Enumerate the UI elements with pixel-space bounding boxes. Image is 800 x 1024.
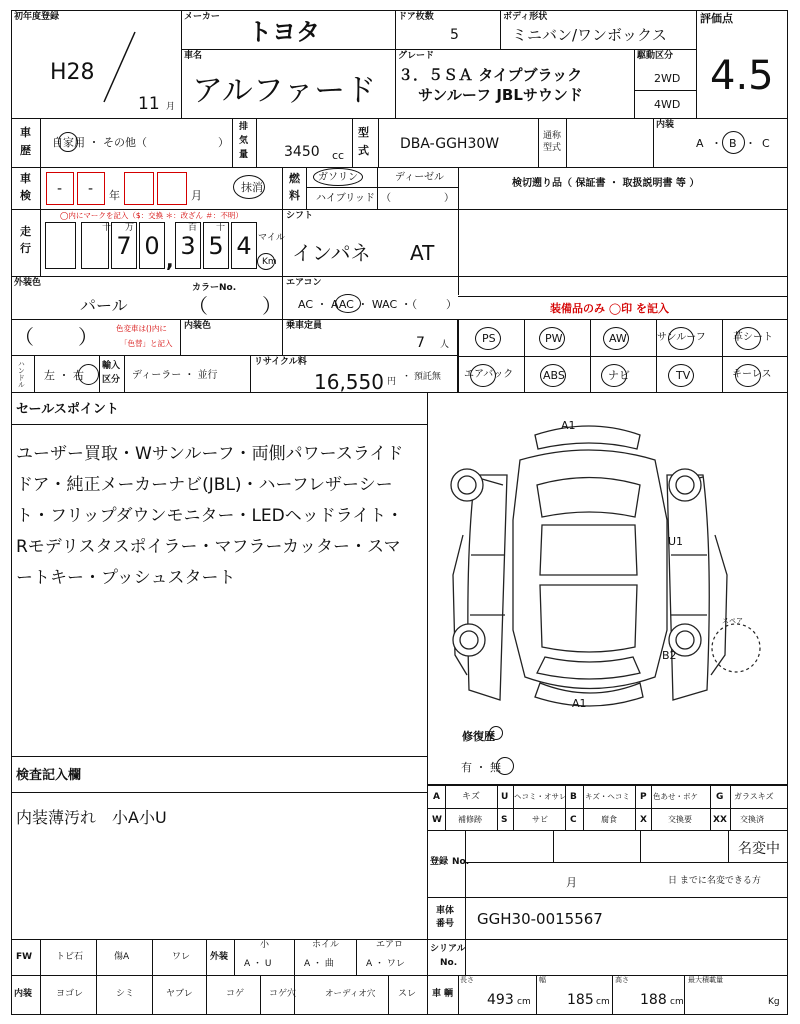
score-label: 評価点 [700, 12, 733, 25]
divider [232, 118, 233, 168]
grade-line-2: サンルーフ JBLサウンド [418, 86, 583, 104]
shift-label: シフト [286, 211, 314, 221]
maker-value: トヨタ [248, 18, 320, 46]
legend-code: P [640, 792, 647, 802]
registration-label-2: No. [452, 857, 470, 867]
divider [378, 118, 379, 168]
divider [388, 975, 389, 1015]
fuel-hybrid: ハイブリッド [316, 193, 375, 204]
equip-keyless-circle [735, 364, 761, 387]
inspection-month-box-2 [157, 172, 187, 205]
mileage-digit-6: 4 [231, 222, 257, 269]
size-wheel-label: ホイル [312, 940, 340, 950]
divider [427, 808, 788, 809]
size-small-label: 小 [260, 940, 270, 950]
divider [40, 939, 41, 1015]
fw-label: FW [16, 952, 33, 962]
katashiki-label-1: 通称 [543, 131, 562, 141]
legend-desc: ヘコミ・オサレ [514, 792, 567, 801]
color-change-open: （ [14, 325, 34, 349]
aircon-circle [335, 294, 361, 313]
divider [294, 939, 295, 1015]
divider [465, 862, 788, 863]
legend-desc: 色あせ・ボケ [653, 792, 698, 801]
notes-title: 検査記入欄 [16, 768, 82, 783]
divider [465, 939, 466, 976]
mileage-digit-3: 0 [139, 222, 165, 269]
interior-damage-label: 内装 [14, 989, 33, 999]
equip-aw: AW [609, 332, 627, 345]
equip-keyless: キーレス [732, 369, 772, 380]
legend-code: C [570, 815, 577, 825]
shift-type: AT [410, 241, 435, 265]
interior-item-3: ヤブレ [166, 989, 193, 999]
legend-desc: キズ・ヘコミ [585, 792, 630, 801]
equip-ps-circle [475, 327, 501, 350]
length-value: 493 [487, 992, 514, 1008]
mileage-digit-1 [45, 222, 76, 269]
divider [583, 785, 584, 831]
interior-item-7: スレ [398, 989, 417, 999]
legend-code: X [640, 815, 647, 825]
mileage-instruction: ◯内にマークを記入（$：交換 ＊：改ざん ＃：不明） [60, 211, 243, 220]
fw-item-3: ワレ [172, 952, 191, 962]
first-registration-label: 初年度登録 [14, 12, 60, 22]
legend-desc: 交換済 [740, 815, 764, 824]
model-value: アルファード [192, 73, 377, 109]
length-label: 長さ [460, 976, 474, 984]
fuel-label-2: 料 [289, 189, 300, 202]
divider [282, 276, 283, 320]
repair-history-mark [489, 726, 503, 740]
serial-label-1: シリアル [430, 944, 466, 954]
color-change-note-2: 「色替」と記入 [120, 339, 173, 348]
legend-code: A [433, 792, 440, 802]
divider [40, 167, 41, 210]
divider [96, 939, 97, 1015]
first-registration-year: H28 [50, 60, 95, 85]
divider [40, 209, 41, 277]
inspection-none-circle [233, 175, 265, 199]
legend-desc: 交換要 [668, 815, 692, 824]
equip-navi: ナビ [608, 369, 630, 382]
equip-airbag: エアバック [464, 369, 514, 380]
divider [234, 939, 235, 976]
interior-color-label: 内装色 [184, 321, 212, 331]
capacity-value: 7 [416, 335, 425, 351]
exterior-color-label: 外装色 [14, 278, 42, 288]
grade-label: グレード [398, 51, 435, 61]
capacity-unit: 人 [440, 340, 450, 350]
shift-position: インパネ [292, 241, 371, 265]
history-label-a: 車 [20, 126, 31, 139]
legend-code: B [570, 792, 577, 802]
displacement-unit: cc [332, 149, 345, 162]
recycle-label: リサイクル料 [254, 357, 307, 367]
color-number-open: （ [188, 294, 208, 318]
mileage-comma: , [166, 248, 174, 272]
grade-line-1: ３．５ＳＡ タイプブラック [398, 66, 583, 84]
divider [635, 785, 636, 831]
fw-item-2: 傷A [114, 952, 130, 962]
chassis-number: GGH30-0015567 [477, 910, 603, 928]
notes-text: 内装薄汚れ 小A小U [16, 808, 167, 827]
divider [11, 424, 428, 425]
mileage-digit-5: 5 [203, 222, 229, 269]
divider [590, 319, 591, 393]
mileage-label-a: 走 [20, 225, 31, 238]
size-aero-value: A ・ ワレ [366, 959, 405, 969]
body-type-value: ミニバン/ワンボックス [512, 26, 667, 44]
damage-mark-front: A1 [561, 419, 576, 432]
divider [445, 785, 446, 831]
divider [566, 118, 567, 168]
divider [728, 830, 729, 862]
sales-points-title: セールスポイント [16, 402, 119, 417]
legend-desc: キズ [462, 792, 480, 802]
divider [256, 118, 257, 168]
handle-circle [78, 364, 99, 385]
divider [250, 355, 251, 393]
damage-mark-side-rear: B2 [662, 649, 677, 662]
fuel-circle [313, 168, 363, 186]
damage-mark-side: U1 [668, 535, 684, 548]
documents-label: 検切遡り品（ 保証書 ・ 取扱説明書 等 ） [512, 178, 700, 189]
dims-label-2: 輌 [444, 989, 454, 999]
inspection-label-a: 車 [20, 172, 31, 185]
handle-label: ハンドル [17, 360, 26, 388]
import-label-2: 区分 [102, 375, 121, 385]
equipment-header: 装備品のみ ◯印 を記入 [550, 302, 669, 315]
aircon-value: AC ・ AAC ・ WAC ・（ [298, 298, 418, 311]
legend-desc: ガラスキズ [734, 792, 774, 801]
divider [722, 319, 723, 393]
interior-item-5: コゲ穴 [269, 989, 297, 999]
capacity-label: 乗車定員 [286, 321, 323, 331]
repair-history-circle [496, 757, 514, 775]
type-label-2: 式 [358, 144, 369, 157]
history-value: 自家用 ・ その他（ [52, 136, 147, 149]
mileage-label-b: 行 [20, 242, 31, 255]
inspection-month-unit: 月 [191, 189, 202, 202]
dims-label-1: 車 [432, 989, 442, 999]
notes-box [11, 756, 428, 940]
divider [152, 939, 153, 1015]
aircon-label: エアコン [286, 278, 322, 288]
divider [653, 118, 654, 168]
recycle-deposit: ・ 預託無 [402, 372, 441, 382]
km-label: Km [262, 257, 277, 267]
height-value: 188 [640, 992, 667, 1008]
divider [40, 118, 41, 168]
interior-grade-circle [722, 131, 745, 154]
fuel-other-close: ） [444, 193, 454, 204]
divider [352, 118, 353, 168]
handle-value: 左 ・ 右 [44, 369, 84, 382]
fw-item-1: トビ石 [56, 952, 84, 962]
history-close: ） [218, 136, 229, 149]
type-code: DBA-GGH30W [400, 136, 500, 152]
body-type-label: ボディ形状 [503, 12, 548, 22]
chassis-label-2: 番号 [436, 919, 455, 929]
size-aero-label: エアロ [376, 940, 404, 950]
drive-4wd: 4WD [654, 98, 681, 111]
chassis-label-1: 車体 [436, 906, 455, 916]
registration-box [427, 830, 788, 898]
divider [99, 355, 100, 393]
divider [612, 975, 613, 1015]
divider [34, 355, 35, 393]
inspection-month-box-1 [124, 172, 154, 205]
exterior-size-label: 外装 [210, 952, 229, 962]
serial-label-2: No. [440, 958, 458, 968]
interior-grade-a: A [696, 137, 704, 150]
legend-code: G [716, 792, 724, 802]
interior-grade-label: 内装 [656, 120, 675, 130]
divider [124, 355, 125, 393]
displacement-label-2: 気 [239, 136, 249, 146]
history-label-b: 歴 [20, 144, 31, 157]
size-small-value: A ・ U [244, 959, 272, 969]
sales-points-text: ユーザー買取・Wサンルーフ・両側パワースライドドア・純正メーカーナビ(JBL)・ハーフレザーシート・フリップダウンモニター・LEDヘッドライト・Rモデリスタスポイラー・マフラーカッター・スマートキー・プッシュスタート [16, 444, 404, 588]
drive-2wd: 2WD [654, 72, 681, 85]
inspection-label-b: 検 [20, 189, 31, 202]
import-label-1: 輸入 [102, 361, 121, 371]
displacement-label-1: 排 [239, 122, 249, 132]
equip-airbag-circle [470, 364, 496, 387]
mileage-unit-ju-1: 十 [102, 223, 112, 233]
divider [497, 785, 498, 831]
legend-desc: 腐食 [601, 815, 617, 824]
type-label-1: 型 [358, 126, 369, 139]
legend-code: XX [713, 815, 727, 825]
divider [684, 975, 685, 1015]
spare-label: スペア [722, 617, 743, 625]
inspection-dash-2: - [88, 181, 94, 197]
color-change-note-1: 色変車は()内に [116, 324, 167, 333]
divider [538, 118, 539, 168]
inspection-none: 抹消 [241, 181, 263, 194]
divider [180, 319, 181, 356]
displacement-label-3: 量 [239, 150, 249, 160]
equip-leather-circle [735, 327, 761, 350]
equip-abs-circle [540, 364, 566, 387]
fuel-other-open: （ [381, 193, 391, 204]
car-diagram [445, 415, 775, 720]
registration-slash [100, 30, 140, 105]
recycle-yen: 円 [387, 377, 397, 387]
fuel-label-1: 燃 [289, 172, 300, 185]
interior-item-6: オーディオ穴 [325, 989, 376, 999]
score-value: 4.5 [710, 53, 774, 99]
interior-grade-c: C [762, 137, 770, 150]
equip-tv-circle [668, 364, 694, 387]
legend-code: W [432, 815, 442, 825]
equip-navi-circle [601, 364, 627, 387]
size-wheel-value: A ・ 曲 [304, 959, 334, 969]
equip-pw: PW [545, 332, 563, 345]
equip-sunroof-circle [668, 327, 694, 350]
drive-divider [634, 90, 697, 91]
name-change-label: 名変中 [738, 841, 780, 857]
km-circle [257, 253, 275, 270]
divider [282, 167, 283, 210]
inspection-year-unit: 年 [109, 189, 120, 202]
divider [427, 939, 428, 1015]
history-circle-mark [58, 132, 78, 152]
damage-mark-rear: A1 [572, 697, 587, 710]
legend-code: S [501, 815, 508, 825]
fuel-gasoline: ガソリン [318, 172, 358, 183]
divider [11, 792, 428, 793]
equip-abs: ABS [543, 369, 565, 382]
equip-pw-circle [539, 327, 565, 350]
divider [306, 167, 307, 210]
interior-grade-sep-2: ・ [745, 137, 756, 150]
registration-month: 月 [566, 876, 577, 889]
divider [458, 356, 788, 357]
registration-day: 日 までに名変できる方 [668, 876, 761, 886]
divider [710, 785, 711, 831]
recycle-amount: 16,550 [314, 370, 384, 394]
interior-item-4: コゲ [226, 989, 245, 999]
month-unit: 月 [166, 102, 176, 112]
equip-sunroof: サンルーフ [657, 332, 706, 343]
max-load-label: 最大積載量 [688, 976, 723, 984]
width-value: 185 [567, 992, 594, 1008]
color-change-close: ） [78, 325, 98, 349]
divider [656, 319, 657, 393]
registration-label-1: 登録 [430, 857, 449, 867]
doors-label: ドア枚数 [398, 12, 434, 22]
legend-desc: 補修跡 [458, 815, 482, 824]
width-label: 幅 [539, 976, 546, 984]
fuel-diesel: ディーゼル [395, 172, 444, 183]
divider [282, 319, 283, 356]
mileage-digit-4: 3 [175, 222, 201, 269]
katashiki-label-2: 型式 [543, 143, 562, 153]
divider [640, 830, 641, 862]
dealer-value: ディーラー ・ 並行 [132, 370, 218, 381]
mileage-digit-2: 7 [111, 222, 137, 269]
height-label: 高さ [615, 976, 629, 984]
mileage-unit-man: 万 [125, 223, 135, 233]
max-load-unit: Kg [768, 997, 780, 1007]
doors-value: 5 [450, 27, 459, 43]
interior-item-2: シミ [116, 989, 135, 999]
divider [465, 897, 466, 940]
length-unit: cm [517, 997, 531, 1007]
drive-label: 駆動区分 [637, 51, 674, 61]
divider [651, 785, 652, 831]
divider [524, 319, 525, 393]
divider [306, 187, 458, 188]
exterior-color-value: パール [80, 296, 128, 315]
divider [536, 975, 537, 1015]
maker-label: メーカー [184, 12, 220, 22]
width-unit: cm [596, 997, 610, 1007]
divider [282, 209, 283, 277]
divider [356, 939, 357, 976]
mileage-unit-hyaku: 百 [188, 223, 198, 233]
color-number-close: ） [262, 294, 282, 318]
divider [458, 975, 459, 1015]
equip-leather: 革シート [733, 332, 773, 343]
divider [730, 785, 731, 831]
displacement-value: 3450 [284, 144, 320, 160]
legend-desc: サビ [532, 815, 548, 824]
interior-grade-sep-1: ・ [711, 137, 722, 150]
color-number-label: カラーNo. [192, 283, 237, 293]
inspection-dash-1: - [57, 181, 63, 197]
divider [206, 939, 207, 1015]
divider [553, 830, 554, 862]
aircon-close: ） [446, 298, 457, 311]
equip-aw-circle [603, 327, 629, 350]
equip-ps: PS [482, 332, 496, 345]
repair-history-value: 有 ・ 無 [461, 761, 501, 774]
height-unit: cm [670, 997, 684, 1007]
divider [260, 975, 261, 1015]
equip-tv: TV [676, 369, 691, 382]
divider [377, 167, 378, 210]
divider [458, 296, 788, 297]
repair-history-label: 修復歴 [462, 730, 495, 743]
interior-item-1: ヨゴレ [56, 989, 84, 999]
model-label: 車名 [184, 51, 203, 61]
mile-label: マイル [258, 233, 285, 243]
first-registration-month: 11 [138, 94, 160, 114]
interior-grade-b: B [729, 137, 737, 150]
legend-code: U [501, 792, 509, 802]
mileage-unit-ju-2: 十 [216, 223, 226, 233]
